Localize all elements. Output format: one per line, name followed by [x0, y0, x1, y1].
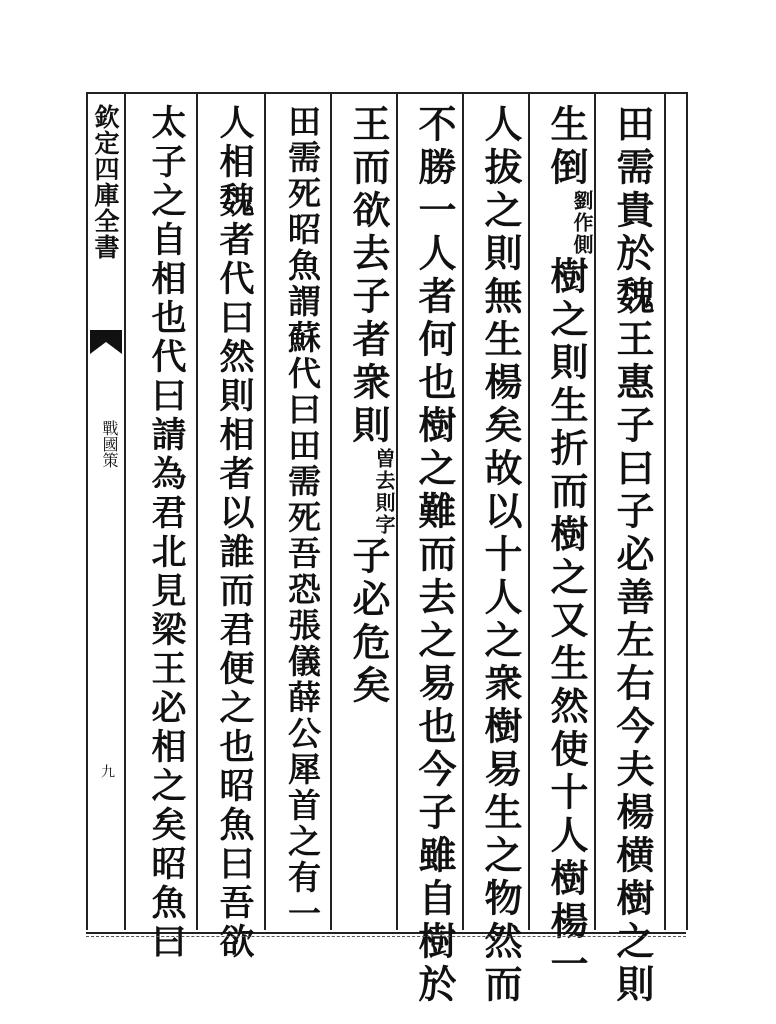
text-column-5 — [342, 104, 394, 708]
column-rule — [462, 92, 464, 930]
column-rule — [330, 92, 332, 930]
interlinear-note: 曽去則字 — [372, 448, 396, 536]
book-subtitle: 戰國策 — [100, 420, 119, 468]
text-column-7: 人相魏者代曰然則相者以誰而君便之也昭魚曰吾欲 — [214, 104, 255, 962]
column-rule — [396, 92, 398, 930]
column-rule — [528, 92, 530, 930]
text-column-1: 田需貴於魏王惠子曰子必善左右今夫楊横樹之則 — [610, 104, 655, 1007]
text-column-8: 太子之自相也代曰請為君北見梁王必相之矣昭魚曰 — [146, 104, 187, 962]
text-column-2 — [540, 104, 592, 987]
page-number: 九 — [99, 764, 115, 778]
fishtail-mark-icon — [90, 330, 122, 354]
text-column-4: 不勝一人者何也樹之難而去之易也今子雖自樹於 — [412, 104, 457, 1007]
column-rule — [196, 92, 198, 930]
column-rule — [264, 92, 266, 930]
column-rule — [124, 92, 126, 930]
column-text: 生倒 — [544, 104, 589, 190]
text-column-6: 田需死昭魚謂蘇代曰田需死吾恐張儀薛公犀首之有一 — [283, 104, 322, 932]
column-text: 子必危矣 — [346, 536, 391, 708]
interlinear-note: 劉作側 — [570, 190, 594, 256]
book-title: 欽定四庫全書 — [91, 104, 120, 260]
text-column-3: 人拔之則無生楊矣故以十人之衆樹易生之物然而 — [478, 104, 523, 1007]
column-text: 樹之則生折而樹之又生然使十人樹楊一 — [544, 256, 589, 987]
column-text: 王而欲去子者衆則 — [346, 104, 391, 448]
column-rule — [594, 92, 596, 930]
column-rule — [664, 92, 666, 930]
bottom-border — [86, 932, 686, 937]
column-rule — [686, 92, 688, 930]
